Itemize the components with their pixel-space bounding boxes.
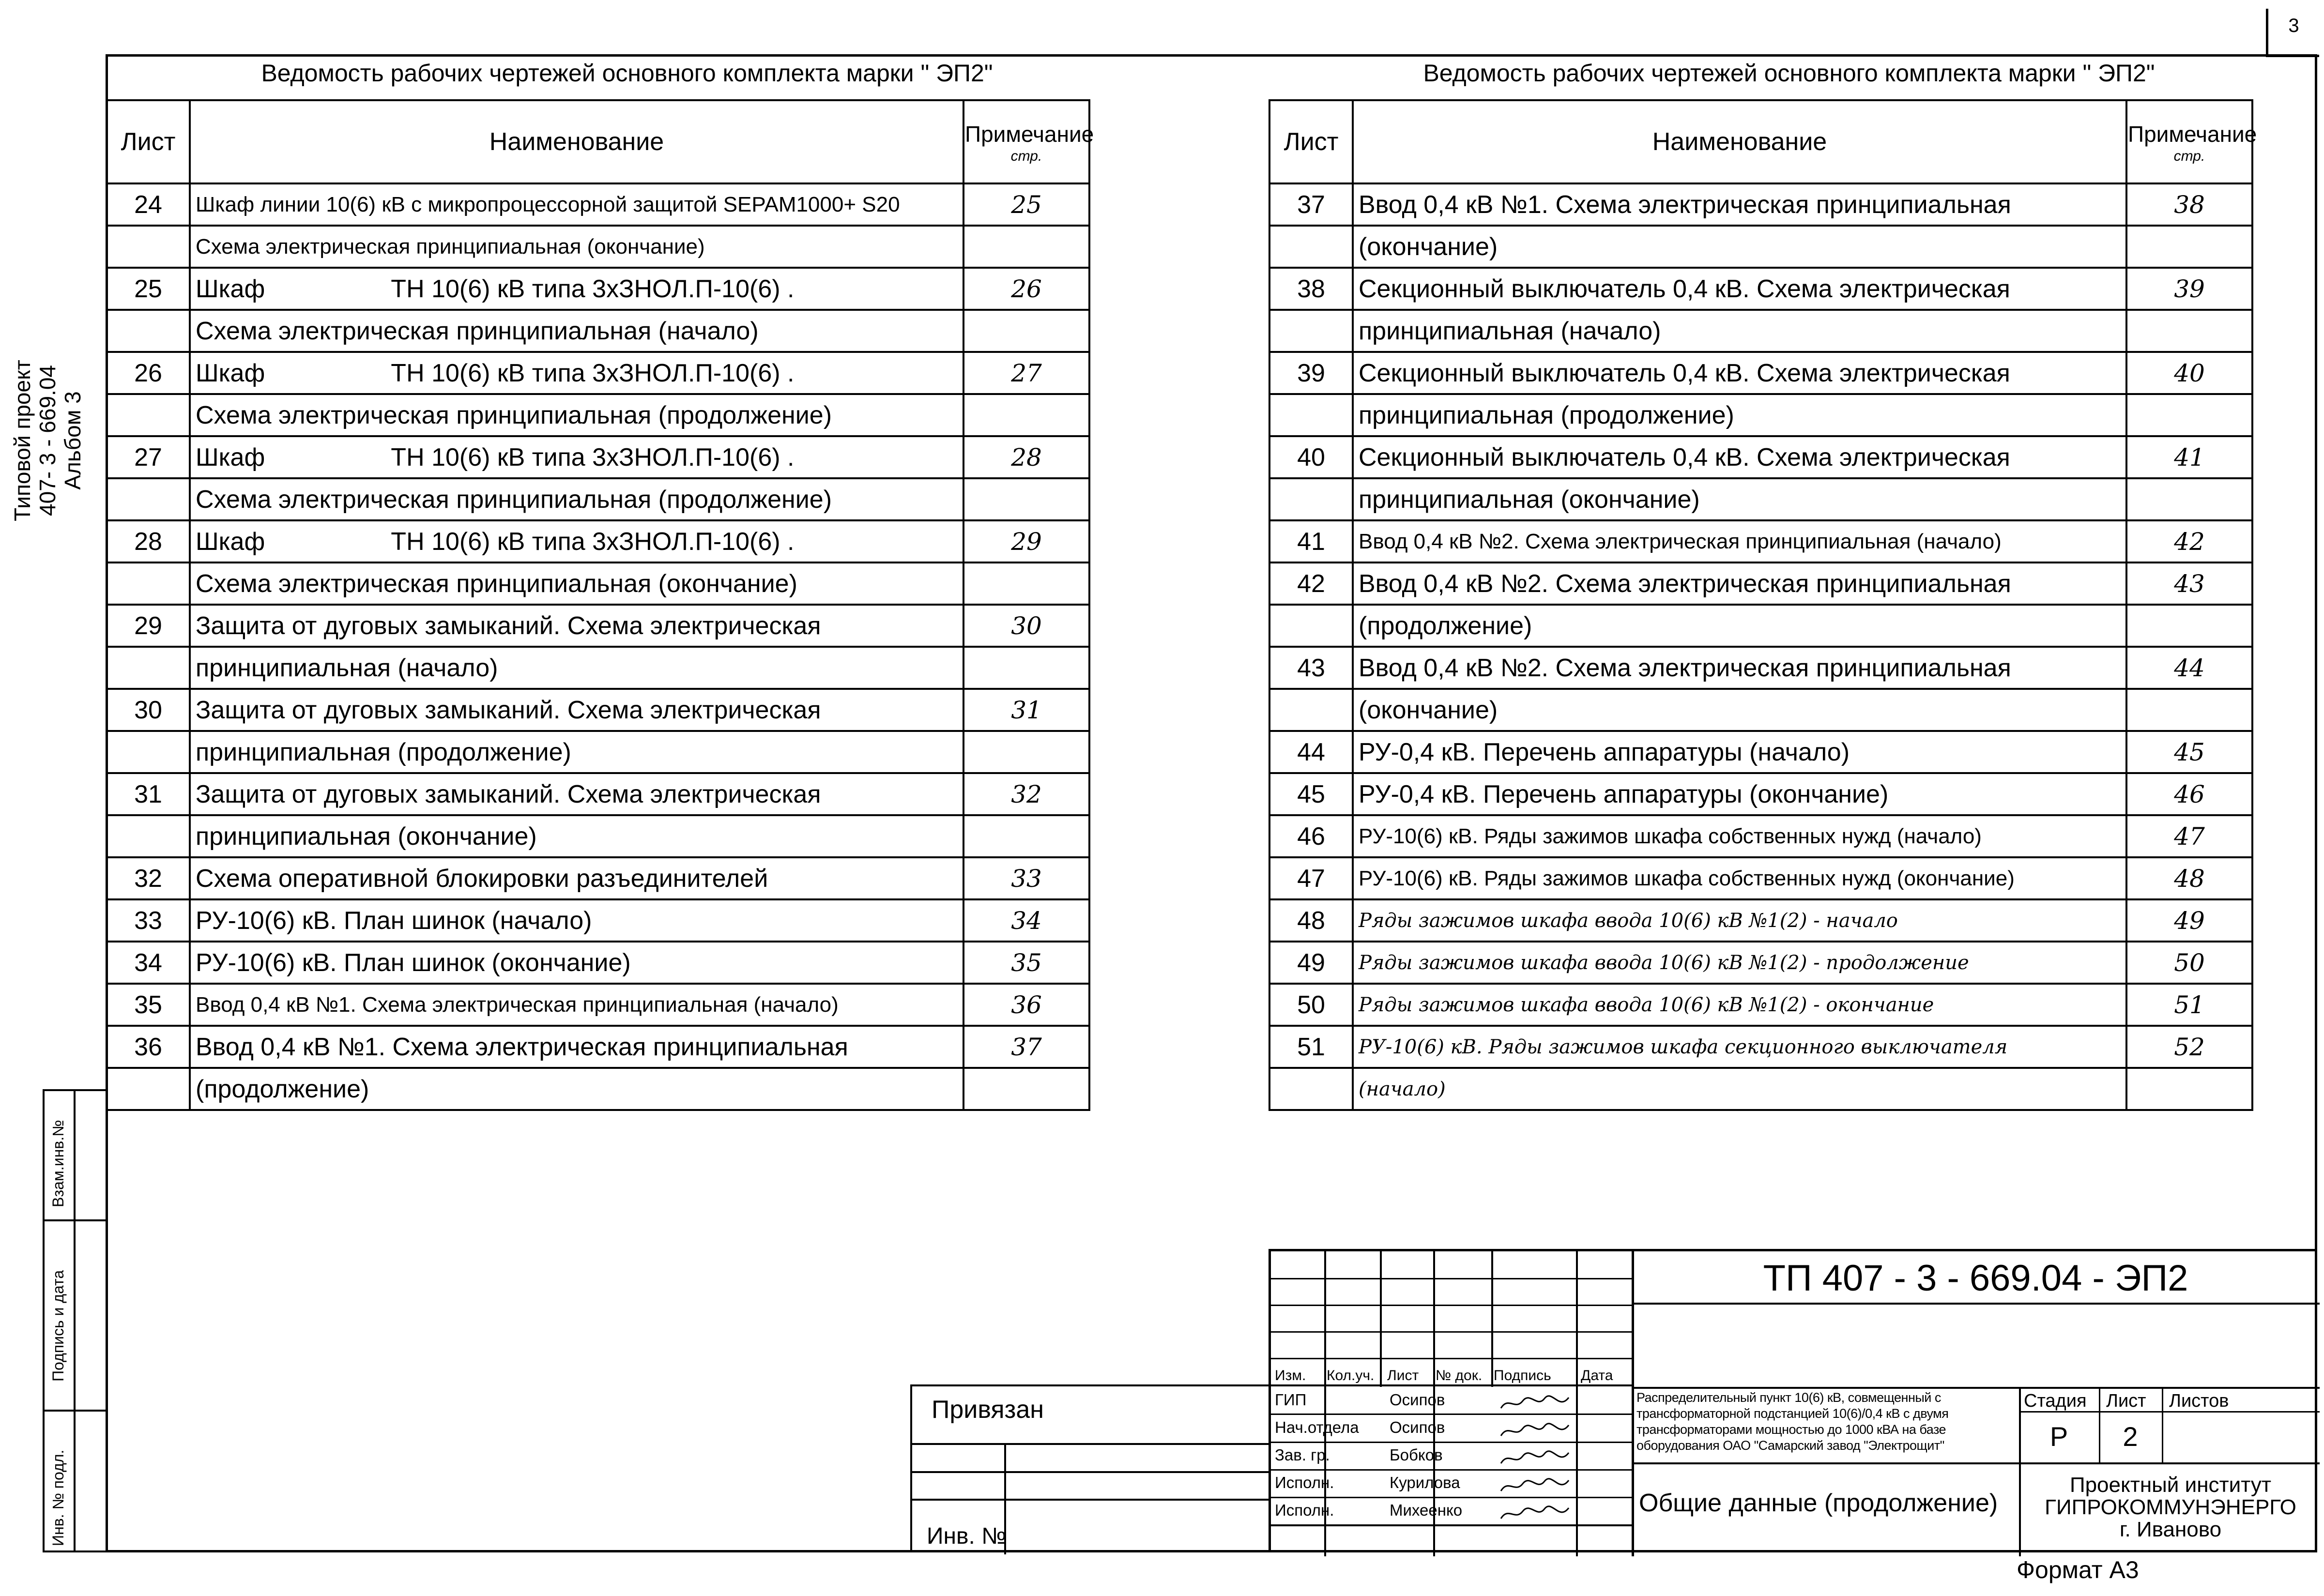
- row-title: принципиальная (продолжение): [1353, 394, 2126, 436]
- side-title-line1: Типовой проект: [10, 360, 35, 521]
- row-sheet-number: [1269, 478, 1353, 520]
- row-title: Ряды зажимов шкафа ввода 10(6) кВ №1(2) - начало: [1353, 899, 2126, 942]
- table-row: [1269, 984, 2252, 1026]
- table-row: [107, 1026, 1089, 1068]
- row-page-note: 47: [2126, 815, 2252, 857]
- left-drawings-table: [106, 99, 1094, 1111]
- right-header-row: [1269, 100, 2252, 183]
- row-title: Схема электрическая принципиальная (продолжение): [190, 478, 963, 520]
- table-row: [1269, 605, 2252, 647]
- row-sheet-number: 32: [107, 857, 190, 899]
- row-page-note: 25: [963, 183, 1089, 226]
- row-sheet-number: 43: [1269, 647, 1353, 689]
- staff-rows: [1271, 1387, 1633, 1532]
- table-row: [107, 984, 1089, 1026]
- hdr-izm: Изм.: [1275, 1368, 1306, 1383]
- row-title: Ввод 0,4 кВ №2. Схема электрическая принципиальная: [1353, 647, 2126, 689]
- row-sheet-number: 29: [107, 605, 190, 647]
- table-row: [1269, 1026, 2252, 1068]
- row-sheet-number: 46: [1269, 815, 1353, 857]
- row-page-note: [963, 815, 1089, 857]
- table-row: [1269, 815, 2252, 857]
- row-page-note: 29: [963, 520, 1089, 562]
- col-note-sub: стр.: [1010, 148, 1042, 164]
- staff-name: Курилова: [1390, 1474, 1460, 1491]
- sheet-number: 3: [2288, 15, 2299, 36]
- table-row: [1269, 1068, 2252, 1110]
- row-title: Ряды зажимов шкафа ввода 10(6) кВ №1(2) - продолжение: [1353, 942, 2126, 984]
- side-title-line2: 407- 3 - 669.04: [35, 365, 60, 517]
- row-sheet-number: 47: [1269, 857, 1353, 899]
- row-sheet-number: 44: [1269, 731, 1353, 773]
- col-note-header: [963, 100, 1094, 183]
- hdr-sign: Подпись: [1494, 1368, 1551, 1383]
- row-sheet-number: 25: [107, 268, 190, 310]
- side-title-line3: Альбом 3: [60, 391, 85, 490]
- row-title: принципиальная (продолжение): [190, 731, 963, 773]
- table-row: [1269, 478, 2252, 520]
- row-page-note: [2126, 226, 2252, 268]
- row-sheet-number: [1269, 605, 1353, 647]
- table-row: [1269, 562, 2252, 605]
- row-sheet-number: [107, 562, 190, 605]
- row-title: (продолжение): [1353, 605, 2126, 647]
- left-header-row: [107, 100, 1089, 183]
- inv-orig-label: Инв. № подл.: [49, 1449, 67, 1546]
- row-sheet-number: 42: [1269, 562, 1353, 605]
- table-row: [107, 226, 1089, 268]
- row-title: Шкаф ТН 10(6) кВ типа 3хЗНОЛ.П-10(6) .: [190, 436, 963, 478]
- stage-label: Стадия: [2024, 1391, 2087, 1411]
- row-title: (продолжение): [190, 1068, 963, 1110]
- row-title: Схема оперативной блокировки разъединителей: [190, 857, 963, 899]
- row-sheet-number: [107, 731, 190, 773]
- row-page-note: [963, 226, 1089, 268]
- organization: [2021, 1474, 2320, 1541]
- col-note-label: Примечание: [965, 122, 1094, 147]
- table-row: [1269, 942, 2252, 984]
- row-page-note: [963, 647, 1089, 689]
- row-page-note: 36: [963, 984, 1089, 1026]
- staff-name: Михеенко: [1390, 1501, 1463, 1519]
- table-row: [107, 689, 1089, 731]
- row-title: Ввод 0,4 кВ №2. Схема электрическая принципиальная (начало): [1353, 520, 2126, 562]
- row-page-note: [963, 562, 1089, 605]
- col-name-header: Наименование: [190, 100, 963, 183]
- format-label: Формат А3: [2017, 1556, 2139, 1583]
- row-page-note: 52: [2126, 1026, 2252, 1068]
- row-page-note: [2126, 478, 2252, 520]
- sheet-label: Лист: [2106, 1391, 2146, 1411]
- table-row: [107, 773, 1089, 815]
- row-title: (окончание): [1353, 226, 2126, 268]
- row-title: принципиальная (окончание): [190, 815, 963, 857]
- table-row: [1269, 857, 2252, 899]
- row-title: (начало): [1353, 1068, 2126, 1110]
- sign-date-label: Подпись и дата: [49, 1270, 67, 1382]
- table-row: [1269, 773, 2252, 815]
- staff-role: Нач.отдела: [1275, 1418, 1359, 1436]
- title-block: [1269, 1249, 2317, 1552]
- row-sheet-number: [107, 1068, 190, 1110]
- row-sheet-number: 27: [107, 436, 190, 478]
- row-page-note: 26: [963, 268, 1089, 310]
- row-title: Секционный выключатель 0,4 кВ. Схема электрическая: [1353, 268, 2126, 310]
- table-row: [107, 183, 1089, 226]
- hdr-date: Дата: [1581, 1368, 1613, 1383]
- row-sheet-number: 31: [107, 773, 190, 815]
- row-sheet-number: [1269, 310, 1353, 352]
- col-note-label: Примечание: [2128, 122, 2257, 147]
- row-title: принципиальная (окончание): [1353, 478, 2126, 520]
- table-row: [107, 815, 1089, 857]
- table-row: [107, 942, 1089, 984]
- table-row: [1269, 268, 2252, 310]
- row-sheet-number: 24: [107, 183, 190, 226]
- sheets-label: Листов: [2169, 1391, 2229, 1411]
- row-title: Шкаф ТН 10(6) кВ типа 3хЗНОЛ.П-10(6) .: [190, 268, 963, 310]
- row-page-note: 50: [2126, 942, 2252, 984]
- row-page-note: 43: [2126, 562, 2252, 605]
- row-sheet-number: 51: [1269, 1026, 1353, 1068]
- row-title: Шкаф ТН 10(6) кВ типа 3хЗНОЛ.П-10(6) .: [190, 352, 963, 394]
- signature: [1498, 1449, 1571, 1465]
- staff-role: Зав. гр.: [1275, 1446, 1330, 1464]
- row-title: Схема электрическая принципиальная (окончание): [190, 562, 963, 605]
- table-row: [107, 1068, 1089, 1110]
- row-title: РУ-10(6) кВ. Ряды зажимов шкафа секционного выключателя: [1353, 1026, 2126, 1068]
- row-sheet-number: 34: [107, 942, 190, 984]
- row-title: РУ-10(6) кВ. План шинок (начало): [190, 899, 963, 942]
- org-line3: г. Иваново: [2119, 1518, 2222, 1541]
- table-row: [1269, 436, 2252, 478]
- row-sheet-number: 39: [1269, 352, 1353, 394]
- row-sheet-number: [107, 647, 190, 689]
- right-drawings-table: [1269, 99, 2257, 1111]
- table-row: [1269, 520, 2252, 562]
- staff-role: Исполн.: [1275, 1474, 1334, 1491]
- org-line1: Проектный институт: [2069, 1473, 2272, 1497]
- hdr-list: Лист: [1387, 1368, 1419, 1383]
- row-sheet-number: [107, 394, 190, 436]
- left-table-title: Ведомость рабочих чертежей основного комплекта марки " ЭП2": [261, 60, 993, 87]
- row-page-note: 45: [2126, 731, 2252, 773]
- table-row: [1269, 899, 2252, 942]
- doc-code-cell: [1632, 1251, 2320, 1305]
- row-sheet-number: 33: [107, 899, 190, 942]
- table-row: [107, 310, 1089, 352]
- row-page-note: 41: [2126, 436, 2252, 478]
- left-stamp: [43, 1089, 107, 1552]
- row-title: Шкаф ТН 10(6) кВ типа 3хЗНОЛ.П-10(6) .: [190, 520, 963, 562]
- row-page-note: [2126, 689, 2252, 731]
- row-sheet-number: 37: [1269, 183, 1353, 226]
- row-page-note: 33: [963, 857, 1089, 899]
- signature: [1498, 1394, 1571, 1410]
- row-page-note: [963, 394, 1089, 436]
- inv-label: Инв. №: [927, 1523, 1007, 1549]
- row-page-note: 30: [963, 605, 1089, 647]
- row-sheet-number: 38: [1269, 268, 1353, 310]
- row-title: Ввод 0,4 кВ №1. Схема электрическая принципиальная (начало): [190, 984, 963, 1026]
- revision-header: [1271, 1366, 1633, 1387]
- table-row: [107, 857, 1089, 899]
- signature: [1498, 1476, 1571, 1493]
- row-title: Защита от дуговых замыканий. Схема электрическая: [190, 605, 963, 647]
- row-page-note: 49: [2126, 899, 2252, 942]
- row-sheet-number: 40: [1269, 436, 1353, 478]
- row-title: РУ-0,4 кВ. Перечень аппаратуры (начало): [1353, 731, 2126, 773]
- sheet-title: Общие данные (продолжение): [1639, 1489, 1998, 1517]
- staff-role: ГИП: [1275, 1391, 1307, 1409]
- row-sheet-number: 48: [1269, 899, 1353, 942]
- right-table-title: Ведомость рабочих чертежей основного комплекта марки " ЭП2": [1423, 60, 2155, 87]
- signature: [1498, 1421, 1571, 1438]
- hdr-doc: № док.: [1436, 1368, 1483, 1383]
- table-row: [107, 268, 1089, 310]
- swap-inv-label: Взам.инв.№: [49, 1120, 67, 1207]
- table-row: [107, 731, 1089, 773]
- row-title: Ввод 0,4 кВ №1. Схема электрическая принципиальная: [190, 1026, 963, 1068]
- row-title: РУ-10(6) кВ. Ряды зажимов шкафа собственных нужд (окончание): [1353, 857, 2126, 899]
- row-page-note: [2126, 394, 2252, 436]
- row-page-note: 38: [2126, 183, 2252, 226]
- row-sheet-number: 50: [1269, 984, 1353, 1026]
- row-title: Секционный выключатель 0,4 кВ. Схема электрическая: [1353, 436, 2126, 478]
- table-row: [107, 520, 1089, 562]
- row-page-note: 51: [2126, 984, 2252, 1026]
- row-page-note: 31: [963, 689, 1089, 731]
- row-sheet-number: [1269, 394, 1353, 436]
- row-title: Ряды зажимов шкафа ввода 10(6) кВ №1(2) - окончание: [1353, 984, 2126, 1026]
- row-page-note: [2126, 1068, 2252, 1110]
- tied-label: Привязан: [932, 1396, 1044, 1424]
- row-title: РУ-10(6) кВ. План шинок (окончание): [190, 942, 963, 984]
- table-row: [107, 899, 1089, 942]
- row-sheet-number: 41: [1269, 520, 1353, 562]
- table-row: [107, 647, 1089, 689]
- tied-block: [910, 1384, 1269, 1552]
- row-title: Ввод 0,4 кВ №2. Схема электрическая принципиальная: [1353, 562, 2126, 605]
- row-sheet-number: 26: [107, 352, 190, 394]
- col-sheet-header: Лист: [1269, 100, 1353, 183]
- org-line2: ГИПРОКОММУНЭНЕРГО: [2045, 1495, 2296, 1519]
- row-sheet-number: [1269, 1068, 1353, 1110]
- table-row: [107, 436, 1089, 478]
- row-page-note: 27: [963, 352, 1089, 394]
- table-row: [1269, 183, 2252, 226]
- side-title: [10, 305, 85, 576]
- row-sheet-number: [107, 226, 190, 268]
- table-row: [1269, 352, 2252, 394]
- row-page-note: [963, 478, 1089, 520]
- row-title: (окончание): [1353, 689, 2126, 731]
- table-row: [1269, 226, 2252, 268]
- row-sheet-number: 30: [107, 689, 190, 731]
- row-sheet-number: 28: [107, 520, 190, 562]
- staff-name: Бобков: [1390, 1446, 1443, 1464]
- row-page-note: [2126, 310, 2252, 352]
- sheet-number-box: [2266, 9, 2319, 57]
- table-row: [1269, 310, 2252, 352]
- row-page-note: 28: [963, 436, 1089, 478]
- col-sheet-header: Лист: [107, 100, 190, 183]
- table-row: [1269, 689, 2252, 731]
- row-sheet-number: 36: [107, 1026, 190, 1068]
- doc-code: ТП 407 - 3 - 669.04 - ЭП2: [1763, 1258, 2188, 1299]
- sheet-value: 2: [2123, 1421, 2138, 1452]
- table-row: [107, 562, 1089, 605]
- row-page-note: 46: [2126, 773, 2252, 815]
- row-page-note: 42: [2126, 520, 2252, 562]
- signature: [1498, 1504, 1571, 1520]
- row-title: Ввод 0,4 кВ №1. Схема электрическая принципиальная: [1353, 183, 2126, 226]
- row-page-note: 39: [2126, 268, 2252, 310]
- staff-role: Исполн.: [1275, 1501, 1334, 1519]
- row-title: Секционный выключатель 0,4 кВ. Схема электрическая: [1353, 352, 2126, 394]
- project-description: Распределительный пункт 10(6) кВ, совмещенный с трансформаторной подстанцией 10(6)/0,4 кВ с двумя трансформаторами мощностью до 1000 кВА на базе оборудования ОАО "Самарский завод "Электрощит": [1636, 1390, 1949, 1453]
- row-sheet-number: [1269, 226, 1353, 268]
- row-title: Схема электрическая принципиальная (продолжение): [190, 394, 963, 436]
- table-row: [1269, 394, 2252, 436]
- row-title: Схема электрическая принципиальная (окончание): [190, 226, 963, 268]
- table-row: [107, 352, 1089, 394]
- row-title: Шкаф линии 10(6) кВ с микропроцессорной защитой SEPAM1000+ S20: [190, 183, 963, 226]
- table-row: [107, 394, 1089, 436]
- row-page-note: [963, 731, 1089, 773]
- col-note-header: [2126, 100, 2257, 183]
- row-title: РУ-0,4 кВ. Перечень аппаратуры (окончание): [1353, 773, 2126, 815]
- row-sheet-number: [107, 815, 190, 857]
- row-sheet-number: 35: [107, 984, 190, 1026]
- row-page-note: 44: [2126, 647, 2252, 689]
- row-page-note: 40: [2126, 352, 2252, 394]
- row-title: Схема электрическая принципиальная (начало): [190, 310, 963, 352]
- row-title: принципиальная (начало): [1353, 310, 2126, 352]
- row-title: принципиальная (начало): [190, 647, 963, 689]
- row-page-note: [2126, 605, 2252, 647]
- hdr-kolvo: Кол.уч.: [1327, 1368, 1375, 1383]
- row-title: Защита от дуговых замыканий. Схема электрическая: [190, 773, 963, 815]
- row-page-note: [963, 310, 1089, 352]
- row-sheet-number: [1269, 689, 1353, 731]
- table-row: [1269, 647, 2252, 689]
- staff-name: Осипов: [1390, 1418, 1445, 1436]
- row-page-note: 35: [963, 942, 1089, 984]
- row-sheet-number: 49: [1269, 942, 1353, 984]
- row-title: РУ-10(6) кВ. Ряды зажимов шкафа собственных нужд (начало): [1353, 815, 2126, 857]
- row-sheet-number: [107, 478, 190, 520]
- row-page-note: [963, 1068, 1089, 1110]
- table-row: [107, 605, 1089, 647]
- table-row: [1269, 731, 2252, 773]
- col-note-sub: стр.: [2173, 148, 2205, 164]
- row-title: Защита от дуговых замыканий. Схема электрическая: [190, 689, 963, 731]
- row-page-note: 34: [963, 899, 1089, 942]
- staff-name: Осипов: [1390, 1391, 1445, 1409]
- row-page-note: 48: [2126, 857, 2252, 899]
- table-row: [107, 478, 1089, 520]
- row-sheet-number: 45: [1269, 773, 1353, 815]
- row-page-note: 37: [963, 1026, 1089, 1068]
- row-page-note: 32: [963, 773, 1089, 815]
- stage-value: Р: [2049, 1421, 2068, 1452]
- col-name-header: Наименование: [1353, 100, 2126, 183]
- row-sheet-number: [107, 310, 190, 352]
